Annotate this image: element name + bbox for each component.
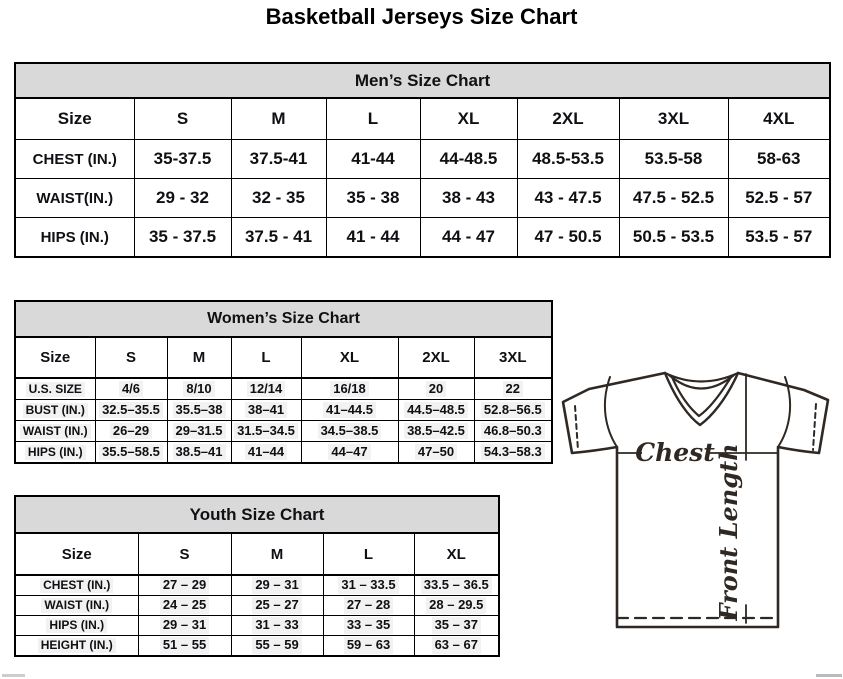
mens-cell: 58-63: [728, 140, 830, 179]
mens-row-label: WAIST(IN.): [15, 179, 134, 218]
womens-col-header-3xl: 3XL: [474, 337, 552, 378]
mens-row-label: CHEST (IN.): [15, 140, 134, 179]
womens-ussize-row: [15, 378, 552, 400]
womens-row-label: HIPS (IN.): [15, 442, 95, 464]
womens-cell: 47–50: [398, 442, 474, 464]
cuff-dashed-line-right: [813, 404, 816, 450]
womens-cell: 41–44.5: [301, 400, 398, 421]
chest-label: Chest: [635, 438, 715, 467]
jersey-measurement-diagram: [556, 360, 841, 638]
jersey-armhole-seam-right: [778, 377, 790, 447]
womens-row-label: U.S. SIZE: [15, 378, 95, 400]
jersey-armhole-seam-left: [605, 377, 617, 447]
youth-cell: 33 – 35: [323, 616, 414, 636]
youth-cell: 27 – 28: [323, 596, 414, 616]
youth-header-row: [15, 533, 499, 575]
womens-cell: 35.5–38: [167, 400, 231, 421]
mens-size-table: [14, 62, 831, 258]
mens-col-header-s: S: [134, 98, 231, 140]
womens-header-row: [15, 337, 552, 378]
youth-cell: 33.5 – 36.5: [414, 575, 499, 596]
mens-cell: 38 - 43: [420, 179, 517, 218]
mens-cell: 41-44: [326, 140, 420, 179]
womens-cell: 31.5–34.5: [231, 421, 301, 442]
youth-row-label: WAIST (IN.): [15, 596, 138, 616]
womens-col-header-m: M: [167, 337, 231, 378]
mens-cell: 50.5 - 53.5: [619, 218, 728, 258]
womens-col-header-s: S: [95, 337, 167, 378]
front-length-label: Front Length: [714, 443, 743, 621]
mens-cell: 44-48.5: [420, 140, 517, 179]
mens-col-header-l: L: [326, 98, 420, 140]
womens-cell: 16/18: [301, 378, 398, 400]
mens-col-header-xl: XL: [420, 98, 517, 140]
mens-chest-row: [15, 140, 830, 179]
womens-bust-row: [15, 400, 552, 421]
womens-cell: 26–29: [95, 421, 167, 442]
womens-cell: 22: [474, 378, 552, 400]
womens-col-header-size: Size: [15, 337, 95, 378]
mens-cell: 29 - 32: [134, 179, 231, 218]
mens-table-title: Men’s Size Chart: [15, 63, 830, 98]
youth-cell: 25 – 27: [231, 596, 323, 616]
mens-row-label: HIPS (IN.): [15, 218, 134, 258]
youth-row-label: CHEST (IN.): [15, 575, 138, 596]
womens-table-title: Women’s Size Chart: [15, 301, 552, 337]
youth-cell: 63 – 67: [414, 636, 499, 657]
mens-col-header-size: Size: [15, 98, 134, 140]
mens-cell: 32 - 35: [231, 179, 326, 218]
womens-size-table: [14, 300, 553, 464]
mens-cell: 37.5-41: [231, 140, 326, 179]
womens-cell: 44.5–48.5: [398, 400, 474, 421]
womens-cell: 8/10: [167, 378, 231, 400]
youth-row-label: HEIGHT (IN.): [15, 636, 138, 657]
womens-cell: 38–41: [231, 400, 301, 421]
page-title: Basketball Jerseys Size Chart: [265, 4, 578, 29]
youth-cell: 55 – 59: [231, 636, 323, 657]
womens-cell: 29–31.5: [167, 421, 231, 442]
womens-cell: 46.8–50.3: [474, 421, 552, 442]
womens-cell: 54.3–58.3: [474, 442, 552, 464]
womens-cell: 38.5–42.5: [398, 421, 474, 442]
mens-col-header-4xl: 4XL: [728, 98, 830, 140]
youth-hips-row: [15, 616, 499, 636]
mens-cell: 35 - 38: [326, 179, 420, 218]
mens-col-header-3xl: 3XL: [619, 98, 728, 140]
mens-header-row: [15, 98, 830, 140]
youth-col-header-l: L: [323, 533, 414, 575]
youth-col-header-xl: XL: [414, 533, 499, 575]
womens-cell: 44–47: [301, 442, 398, 464]
mens-cell: 41 - 44: [326, 218, 420, 258]
mens-cell: 44 - 47: [420, 218, 517, 258]
cuff-dashed-line-left: [575, 406, 578, 450]
mens-cell: 35-37.5: [134, 140, 231, 179]
mens-cell: 53.5-58: [619, 140, 728, 179]
youth-cell: 31 – 33: [231, 616, 323, 636]
youth-cell: 35 – 37: [414, 616, 499, 636]
scrollbar-fragment-right[interactable]: [816, 674, 842, 677]
mens-cell: 37.5 - 41: [231, 218, 326, 258]
mens-col-header-2xl: 2XL: [517, 98, 619, 140]
mens-waist-row: [15, 179, 830, 218]
mens-cell: 43 - 47.5: [517, 179, 619, 218]
youth-cell: 51 – 55: [138, 636, 231, 657]
womens-cell: 35.5–58.5: [95, 442, 167, 464]
womens-cell: 4/6: [95, 378, 167, 400]
youth-cell: 27 – 29: [138, 575, 231, 596]
youth-row-label: HIPS (IN.): [15, 616, 138, 636]
mens-cell: 52.5 - 57: [728, 179, 830, 218]
youth-waist-row: [15, 596, 499, 616]
womens-cell: 32.5–35.5: [95, 400, 167, 421]
womens-row-label: BUST (IN.): [15, 400, 95, 421]
youth-cell: 29 – 31: [138, 616, 231, 636]
youth-col-header-m: M: [231, 533, 323, 575]
womens-cell: 12/14: [231, 378, 301, 400]
womens-col-header-l: L: [231, 337, 301, 378]
youth-cell: 24 – 25: [138, 596, 231, 616]
youth-table-title: Youth Size Chart: [15, 496, 499, 533]
womens-hips-row: [15, 442, 552, 464]
youth-col-header-s: S: [138, 533, 231, 575]
mens-cell: 47.5 - 52.5: [619, 179, 728, 218]
womens-col-header-xl: XL: [301, 337, 398, 378]
youth-cell: 29 – 31: [231, 575, 323, 596]
mens-cell: 47 - 50.5: [517, 218, 619, 258]
youth-col-header-size: Size: [15, 533, 138, 575]
womens-waist-row: [15, 421, 552, 442]
womens-col-header-2xl: 2XL: [398, 337, 474, 378]
youth-cell: 59 – 63: [323, 636, 414, 657]
womens-cell: 34.5–38.5: [301, 421, 398, 442]
mens-cell: 53.5 - 57: [728, 218, 830, 258]
womens-cell: 41–44: [231, 442, 301, 464]
youth-cell: 28 – 29.5: [414, 596, 499, 616]
womens-cell: 52.8–56.5: [474, 400, 552, 421]
mens-cell: 48.5-53.5: [517, 140, 619, 179]
mens-hips-row: [15, 218, 830, 258]
youth-chest-row: [15, 575, 499, 596]
youth-size-table: [14, 495, 500, 657]
youth-cell: 31 – 33.5: [323, 575, 414, 596]
mens-col-header-m: M: [231, 98, 326, 140]
womens-cell: 20: [398, 378, 474, 400]
youth-height-row: [15, 636, 499, 657]
womens-row-label: WAIST (IN.): [15, 421, 95, 442]
mens-cell: 35 - 37.5: [134, 218, 231, 258]
womens-cell: 38.5–41: [167, 442, 231, 464]
scrollbar-fragment-left[interactable]: [2, 674, 25, 677]
jersey-outline: [563, 373, 828, 627]
